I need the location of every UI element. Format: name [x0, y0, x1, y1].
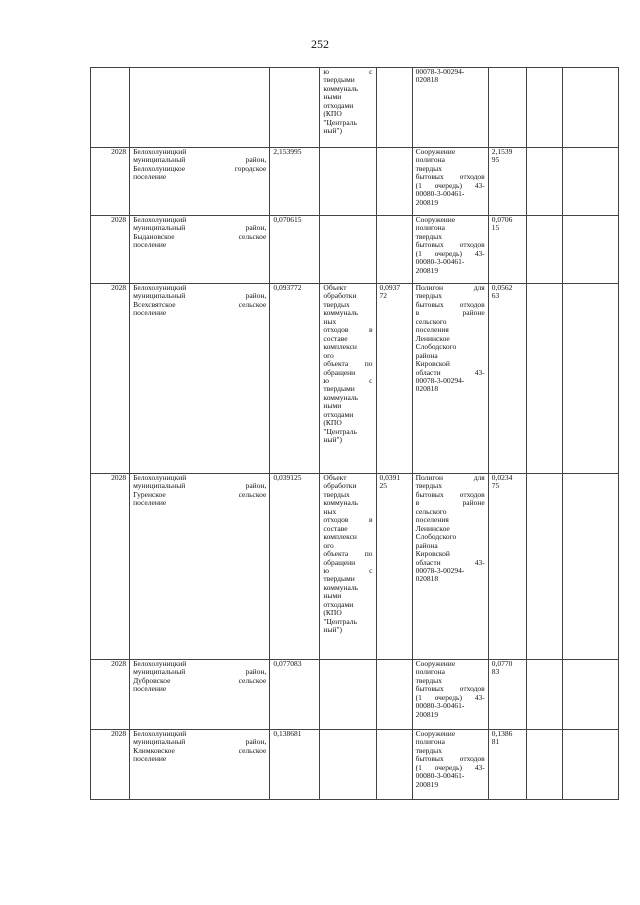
cell-line: ными — [323, 591, 342, 601]
cell-line: отходами — [323, 599, 354, 609]
territory-cell — [130, 68, 270, 148]
cell-line: муниципальный район, — [133, 291, 267, 301]
cell-line: 81 — [491, 737, 500, 747]
cell-line: Сооружение — [415, 729, 456, 738]
cell-line: отходами — [323, 409, 354, 419]
cell-line: Кировской — [415, 359, 450, 369]
cell-line: "Централь — [323, 616, 357, 626]
year-cell — [91, 68, 130, 148]
empty-cell — [562, 660, 618, 730]
cell-line: Ленинское — [415, 523, 450, 533]
cell-line: ный") — [323, 435, 343, 445]
cell-line: ю с — [323, 565, 373, 575]
cell-line: Дубровское сельское — [133, 675, 267, 685]
cell-line: коммуналь — [323, 498, 359, 508]
cell-line: 0,0706 — [491, 215, 513, 224]
cell-line: ю с — [323, 67, 373, 76]
empty-cell — [526, 284, 562, 474]
cell-line: Быдановское сельское — [133, 231, 267, 241]
cell-line: ный") — [323, 625, 343, 635]
cell-line: твердых — [415, 291, 442, 301]
cell-line: 95 — [491, 155, 500, 165]
territory-cell — [130, 148, 270, 216]
cell-line: 72 — [379, 291, 388, 301]
cell-line: (КПО — [323, 608, 342, 618]
cell-line: Объект — [323, 473, 347, 482]
cell-line: твердых — [415, 675, 442, 685]
territory-cell — [130, 474, 270, 660]
cell-line: комплексн — [323, 342, 357, 352]
disposal-mass-cell — [488, 474, 526, 660]
cell-line: Климковское сельское — [133, 745, 267, 755]
cell-line: 75 — [491, 481, 500, 491]
cell-line: поселение — [133, 684, 167, 694]
cell-line: ный") — [323, 126, 343, 136]
cell-line: района — [415, 350, 438, 360]
cell-line: объекта по — [323, 359, 373, 369]
cell-line: 200819 — [415, 779, 439, 789]
cell-line: (1 очередь) 43- — [415, 248, 485, 258]
year-cell: 2028 — [91, 284, 130, 474]
year-cell: 2028 — [91, 660, 130, 730]
cell-line: 00078-3-00294- — [415, 375, 465, 385]
cell-line: ными — [323, 401, 342, 411]
cell-line: Ленинское — [415, 333, 450, 343]
empty-cell — [526, 474, 562, 660]
cell-line: обращени — [323, 557, 356, 567]
cell-line: Белохолуницкое городское — [133, 163, 267, 173]
cell-line: 020818 — [415, 384, 439, 394]
cell-line: твердыми — [323, 75, 355, 85]
territory-cell — [130, 284, 270, 474]
disposal-mass-cell — [488, 216, 526, 284]
cell-line: полигона — [415, 155, 445, 165]
cell-line: бытовых отходов — [415, 754, 485, 764]
year-cell: 2028 — [91, 148, 130, 216]
cell-line: обработки — [323, 481, 357, 491]
cell-line: 020818 — [415, 574, 439, 584]
cell-line: 83 — [491, 667, 500, 677]
cell-line: 0,0391 — [379, 473, 401, 482]
cell-line: Белохолуницкий — [133, 147, 187, 156]
processing-object-cell — [320, 474, 376, 660]
cell-line: 0,1386 — [491, 729, 513, 738]
cell-line: 020818 — [415, 75, 439, 85]
cell-line: полигона — [415, 223, 445, 233]
disposal-mass-cell — [488, 730, 526, 800]
cell-line: 00078-3-00294- — [415, 67, 465, 76]
cell-line: твердыми — [323, 574, 355, 584]
processing-object-cell — [320, 730, 376, 800]
cell-line: (КПО — [323, 418, 342, 428]
cell-line: бытовых отходов — [415, 489, 485, 499]
cell-line: поселение — [133, 308, 167, 318]
mass-total-cell — [270, 284, 320, 474]
empty-cell — [526, 148, 562, 216]
cell-line: "Централь — [323, 117, 357, 127]
cell-line: 00078-3-00294- — [415, 565, 465, 575]
cell-line: 00080-3-00461- — [415, 701, 465, 711]
cell-line: поселение — [133, 240, 167, 250]
disposal-object-cell — [412, 68, 488, 148]
cell-line: (1 очередь) 43- — [415, 180, 485, 190]
cell-line: бытовых отходов — [415, 299, 485, 309]
cell-line: ными — [323, 92, 342, 102]
cell-line: Белохолуницкий — [133, 283, 187, 292]
cell-line: Полигон для — [415, 473, 485, 482]
empty-cell — [526, 660, 562, 730]
table-row — [91, 68, 619, 148]
processing-object-cell — [320, 68, 376, 148]
cell-line: ого — [323, 540, 334, 550]
mass-total-cell — [270, 148, 320, 216]
cell-line: отходов в — [323, 325, 373, 335]
cell-line: 0,039125 — [273, 473, 302, 482]
cell-line: 00080-3-00461- — [415, 771, 465, 781]
year-cell: 2028 — [91, 216, 130, 284]
cell-line: Белохолуницкий — [133, 659, 187, 668]
empty-cell — [562, 216, 618, 284]
disposal-mass-cell — [488, 68, 526, 148]
processing-mass-cell — [376, 148, 412, 216]
cell-line: составе — [323, 333, 348, 343]
cell-line: (1 очередь) 43- — [415, 692, 485, 702]
cell-line: Полигон для — [415, 283, 485, 292]
cell-line: поселения — [415, 325, 449, 335]
cell-line: бытовых отходов — [415, 240, 485, 250]
cell-line: ных — [323, 316, 337, 326]
cell-line: 200819 — [415, 709, 439, 719]
table-body — [91, 68, 619, 800]
cell-line: Кировской — [415, 549, 450, 559]
cell-line: объекта по — [323, 549, 373, 559]
cell-line: поселение — [133, 498, 167, 508]
cell-line: ю с — [323, 375, 373, 385]
cell-line: твердых — [415, 163, 442, 173]
year-cell: 2028 — [91, 474, 130, 660]
year-cell: 2028 — [91, 730, 130, 800]
cell-line: в районе — [415, 498, 485, 508]
cell-line: 200819 — [415, 265, 439, 275]
mass-total-cell — [270, 474, 320, 660]
cell-line: сельского — [415, 316, 447, 326]
cell-line: в районе — [415, 308, 485, 318]
cell-line: муниципальный район, — [133, 223, 267, 233]
cell-line: поселения — [415, 515, 449, 525]
territory-cell — [130, 216, 270, 284]
empty-cell — [526, 216, 562, 284]
cell-line: области 43- — [415, 557, 485, 567]
table-row — [91, 148, 619, 216]
mass-total-cell — [270, 660, 320, 730]
processing-object-cell — [320, 284, 376, 474]
cell-line: "Централь — [323, 426, 357, 436]
cell-line: Гуренское сельское — [133, 489, 267, 499]
waste-flow-table — [90, 67, 619, 800]
cell-line: 0,0234 — [491, 473, 513, 482]
cell-line: района — [415, 540, 438, 550]
cell-line: 00080-3-00461- — [415, 257, 465, 267]
cell-line: сельского — [415, 506, 447, 516]
empty-cell — [562, 284, 618, 474]
territory-cell — [130, 730, 270, 800]
cell-line: муниципальный район, — [133, 667, 267, 677]
table-row — [91, 216, 619, 284]
cell-line: ого — [323, 350, 334, 360]
empty-cell — [562, 730, 618, 800]
empty-cell — [562, 474, 618, 660]
cell-line: муниципальный район, — [133, 155, 267, 165]
cell-line: (1 очередь) 43- — [415, 762, 485, 772]
cell-line: 0,077083 — [273, 659, 302, 668]
cell-line: 2,1539 — [491, 147, 513, 156]
cell-line: (КПО — [323, 109, 342, 119]
cell-line: Всехсвятское сельское — [133, 299, 267, 309]
cell-line: Сооружение — [415, 659, 456, 668]
disposal-object-cell — [412, 216, 488, 284]
cell-line: 0,070615 — [273, 215, 302, 224]
cell-line: отходами — [323, 100, 354, 110]
disposal-object-cell — [412, 730, 488, 800]
cell-line: обращени — [323, 367, 356, 377]
cell-line: 25 — [379, 481, 388, 491]
mass-total-cell — [270, 730, 320, 800]
cell-line: области 43- — [415, 367, 485, 377]
processing-object-cell — [320, 216, 376, 284]
territory-cell — [130, 660, 270, 730]
cell-line: 2,153995 — [273, 147, 302, 156]
cell-line: Слободского — [415, 342, 457, 352]
cell-line: коммуналь — [323, 83, 359, 93]
cell-line: твердых — [415, 481, 442, 491]
cell-line: коммуналь — [323, 392, 359, 402]
cell-line: полигона — [415, 737, 445, 747]
processing-object-cell — [320, 148, 376, 216]
mass-total-cell — [270, 216, 320, 284]
cell-line: отходов в — [323, 515, 373, 525]
disposal-mass-cell — [488, 148, 526, 216]
table-row — [91, 730, 619, 800]
processing-mass-cell — [376, 216, 412, 284]
processing-object-cell — [320, 660, 376, 730]
cell-line: муниципальный район, — [133, 737, 267, 747]
cell-line: бытовых отходов — [415, 684, 485, 694]
disposal-object-cell — [412, 660, 488, 730]
cell-line: поселение — [133, 754, 167, 764]
page-number: 252 — [311, 37, 329, 51]
cell-line: коммуналь — [323, 308, 359, 318]
cell-line: составе — [323, 523, 348, 533]
mass-total-cell — [270, 68, 320, 148]
cell-line: обработки — [323, 291, 357, 301]
cell-line: твердых — [415, 745, 442, 755]
cell-line: муниципальный район, — [133, 481, 267, 491]
cell-line: Белохолуницкий — [133, 729, 187, 738]
cell-line: комплексн — [323, 532, 357, 542]
processing-mass-cell — [376, 660, 412, 730]
disposal-mass-cell — [488, 660, 526, 730]
cell-line: коммуналь — [323, 582, 359, 592]
cell-line: Белохолуницкий — [133, 473, 187, 482]
cell-line: Объект — [323, 283, 347, 292]
cell-line: твердых — [323, 489, 350, 499]
table-row — [91, 284, 619, 474]
cell-line: 0,0937 — [379, 283, 401, 292]
empty-cell — [562, 68, 618, 148]
disposal-object-cell — [412, 148, 488, 216]
cell-line: 00080-3-00461- — [415, 189, 465, 199]
cell-line: твердых — [323, 299, 350, 309]
processing-mass-cell — [376, 284, 412, 474]
disposal-mass-cell — [488, 284, 526, 474]
cell-line: твердых — [415, 231, 442, 241]
cell-line: поселение — [133, 172, 167, 182]
cell-line: 0,093772 — [273, 283, 302, 292]
processing-mass-cell — [376, 474, 412, 660]
processing-mass-cell — [376, 730, 412, 800]
cell-line: ных — [323, 506, 337, 516]
disposal-object-cell — [412, 284, 488, 474]
cell-line: Сооружение — [415, 147, 456, 156]
cell-line: твердыми — [323, 384, 355, 394]
empty-cell — [526, 730, 562, 800]
cell-line: Белохолуницкий — [133, 215, 187, 224]
empty-cell — [526, 68, 562, 148]
cell-line: Сооружение — [415, 215, 456, 224]
processing-mass-cell — [376, 68, 412, 148]
cell-line: Слободского — [415, 532, 457, 542]
cell-line: 0,138681 — [273, 729, 302, 738]
disposal-object-cell — [412, 474, 488, 660]
table-row — [91, 660, 619, 730]
cell-line: полигона — [415, 667, 445, 677]
cell-line: 15 — [491, 223, 500, 233]
cell-line: 0,0562 — [491, 283, 513, 292]
table-row — [91, 474, 619, 660]
cell-line: 63 — [491, 291, 500, 301]
cell-line: 0,0770 — [491, 659, 513, 668]
cell-line: бытовых отходов — [415, 172, 485, 182]
empty-cell — [562, 148, 618, 216]
cell-line: 200819 — [415, 197, 439, 207]
